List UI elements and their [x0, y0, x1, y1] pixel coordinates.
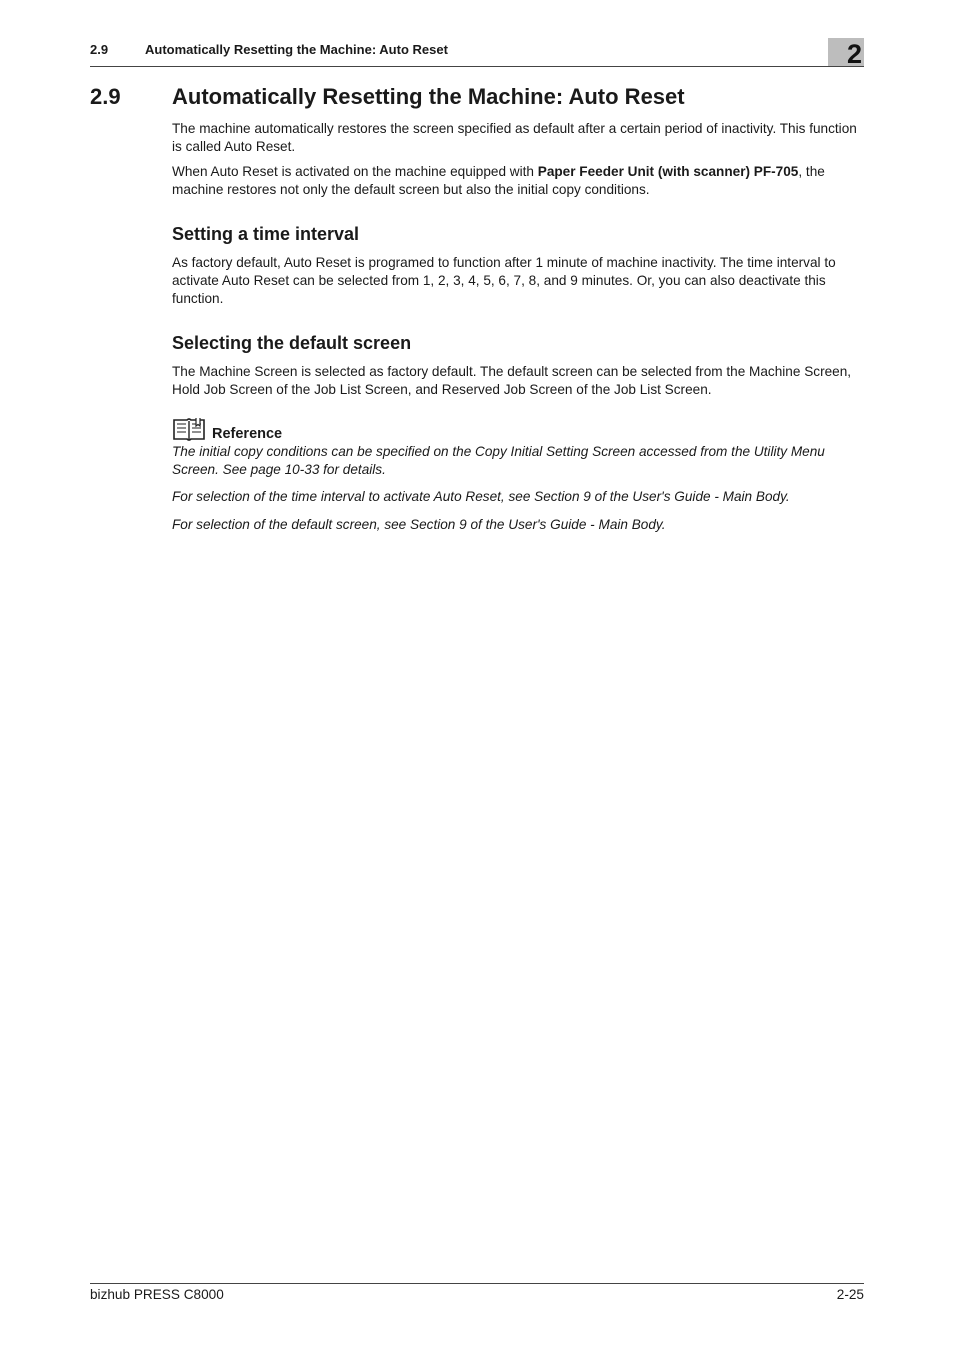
intro-text-2-end: , the machine restores not only the default screen but also the initial copy conditions. [172, 164, 825, 197]
page-title [90, 84, 685, 110]
intro-text-2-start: When Auto Reset is activated on the machine equipped with [172, 164, 538, 179]
reference-item-1 [172, 443, 864, 479]
page-footer [90, 1283, 864, 1308]
running-header [90, 38, 864, 67]
time-interval-paragraph [172, 254, 864, 308]
time-interval-heading: Setting a time interval [172, 224, 360, 244]
default-screen-text: The Machine Screen is selected as factory default. The default screen can be selected from the Machine Screen, Hold Job Screen of the Job List Screen, and Reserved Job Screen of the Job List Screen. [172, 364, 852, 397]
chapter-tab: 2 [828, 38, 864, 66]
time-interval-text: As factory default, Auto Reset is programed to function after 1 minute of machine inactivity. The time interval to activate Auto Reset can be selected from 1, 2, 3, 4, 5, 6, 7, 8, and 9 minutes. Or, you can also deactivate this function. [172, 255, 836, 306]
default-screen-heading: Selecting the default screen [172, 333, 412, 353]
header-section-title: Automatically Resetting the Machine: Auto Reset [145, 42, 448, 57]
page-title-number: 2.9 [90, 84, 121, 109]
footer-page-number: 2-25 [836, 1287, 864, 1302]
default-screen-paragraph [172, 363, 864, 399]
intro-paragraph-1 [172, 120, 864, 156]
book-icon [172, 417, 206, 443]
footer-product: bizhub PRESS C8000 [90, 1287, 224, 1302]
reference-text-1: The initial copy conditions can be specified on the Copy Initial Setting Screen accessed from the Utility Menu Screen. See page 10-33 for details. [172, 444, 825, 477]
intro-text-2-product: Paper Feeder Unit (with scanner) PF-705 [537, 164, 799, 179]
intro-text-1: The machine automatically restores the screen specified as default after a certain period of inactivity. This function is called Auto Reset. [172, 121, 857, 154]
reference-text-2: For selection of the time interval to activate Auto Reset, see Section 9 of the User's Guide - Main Body. [172, 489, 790, 504]
intro-text-2 [172, 163, 864, 199]
reference-label: Reference [212, 426, 283, 442]
page-title-text: Automatically Resetting the Machine: Auto Reset [172, 84, 685, 109]
reference-item-3 [172, 516, 864, 534]
reference-text-3: For selection of the default screen, see Section 9 of the User's Guide - Main Body. [172, 517, 666, 532]
header-section-number: 2.9 [90, 42, 109, 57]
reference-heading [172, 417, 282, 443]
intro-paragraph-2 [172, 163, 864, 199]
reference-item-2 [172, 488, 864, 506]
